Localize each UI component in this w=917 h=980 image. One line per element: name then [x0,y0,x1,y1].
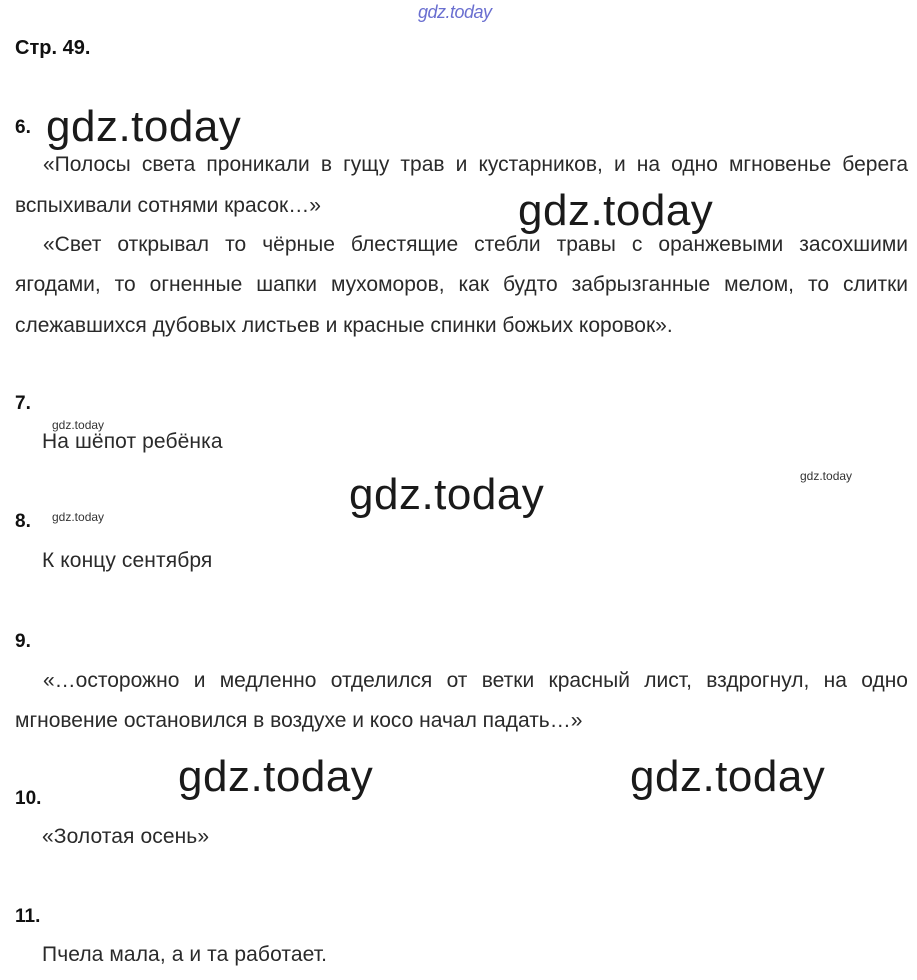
watermark-small: gdz.today [800,469,853,483]
question-10-number: 10. [15,788,42,809]
watermark-small: gdz.today [52,510,105,524]
page-number: Стр. 49. [15,37,91,59]
header-watermark: gdz.today [418,2,492,22]
question-11-number: 11. [15,906,41,927]
q8-answer: К концу сентября [42,549,213,572]
q7-answer: На шёпот ребёнка [42,430,223,453]
watermark-large: gdz.today [518,186,714,235]
watermark-large: gdz.today [349,470,545,519]
q10-answer: «Золотая осень» [42,825,210,848]
q9-line2: мгновение остановился в воздухе и косо начал падать…» [15,709,583,732]
question-7-number: 7. [15,393,31,414]
q6-paragraph2-line3: слежавшихся дубовых листьев и красные спинки божьих коровок». [15,314,673,337]
question-6-number: 6. [15,117,31,138]
q6-paragraph2-line1: «Свет открывал то чёрные блестящие стебли травы с оранжевыми засохшими [43,233,908,256]
watermark-large: gdz.today [630,752,826,801]
question-9-number: 9. [15,631,31,652]
watermark-large: gdz.today [178,752,374,801]
q11-answer: Пчела мала, а и та работает. [42,943,328,966]
q6-paragraph1-line2: вспыхивали сотнями красок…» [15,194,321,217]
watermark-small: gdz.today [52,418,105,432]
question-8-number: 8. [15,511,31,532]
q6-paragraph1-line1: «Полосы света проникали в гущу трав и кустарников, и на одно мгновенье берега [43,153,908,176]
q9-line1: «…осторожно и медленно отделился от ветки красный лист, вздрогнул, на одно [43,669,908,692]
watermark-large: gdz.today [46,102,242,151]
q6-paragraph2-line2: ягодами, то огненные шапки мухоморов, как будто забрызганные мелом, то слитки [15,273,908,296]
